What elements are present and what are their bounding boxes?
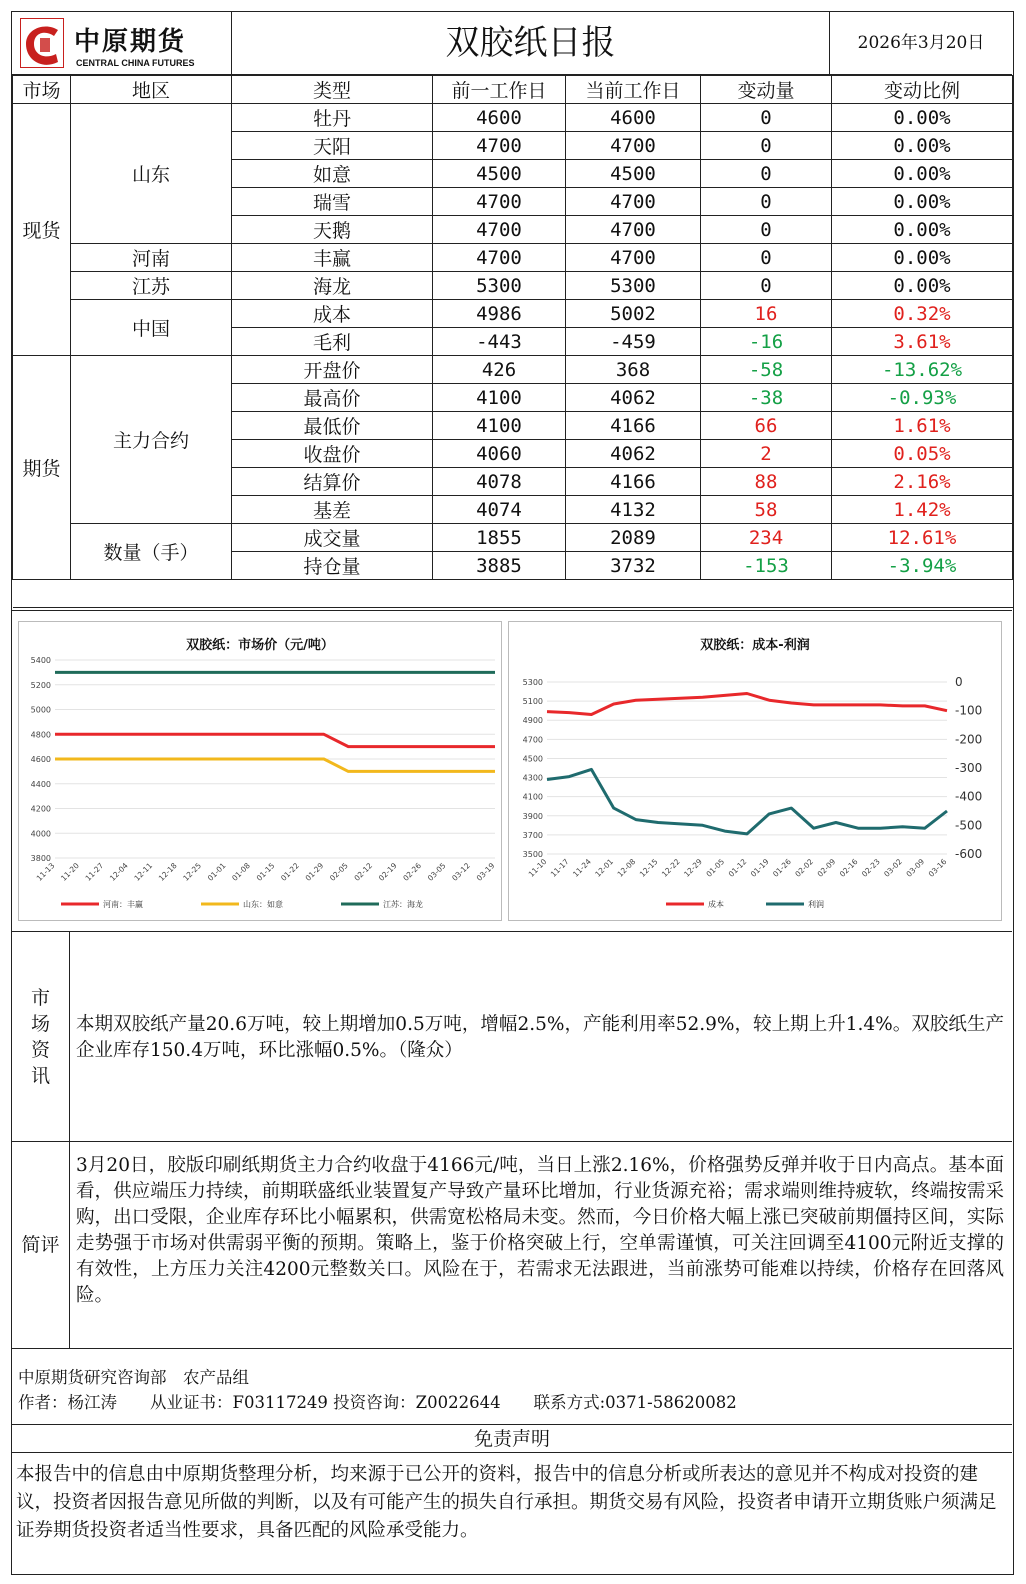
pct-cell: 0.00% <box>832 188 1013 216</box>
charts-area <box>12 610 1012 932</box>
x-tick-label: 03-02 <box>882 857 904 879</box>
x-tick-label: 01-01 <box>205 861 228 883</box>
legend-label: 江苏：海龙 <box>383 900 423 909</box>
x-tick-label: 02-19 <box>376 861 399 883</box>
prev-cell: 4600 <box>433 104 566 132</box>
blank-cell <box>13 580 1013 608</box>
chg-cell: 0 <box>701 188 832 216</box>
chg-cell: 66 <box>701 412 832 440</box>
pct-cell: 12.61% <box>832 524 1013 552</box>
market-info-section <box>12 932 1012 1142</box>
type-cell: 最高价 <box>232 384 433 412</box>
logo-text-en: CENTRAL CHINA FUTURES <box>76 58 195 68</box>
curr-cell: 5002 <box>566 300 701 328</box>
y-tick-label: 5000 <box>30 705 51 715</box>
y2-tick-label: -600 <box>955 847 983 861</box>
curr-cell: 4062 <box>566 384 701 412</box>
prev-cell: 4700 <box>433 244 566 272</box>
chg-cell: 58 <box>701 496 832 524</box>
prev-cell: 1855 <box>433 524 566 552</box>
market-info-text: 本期双胶纸产量20.6万吨，较上期增加0.5万吨，增幅2.5%，产能利用率52.9%，较上期上升1.4%。双胶纸生产企业库存150.4万吨，环比涨幅0.5%。（隆众） <box>76 1014 1004 1061</box>
pct-cell: 0.00% <box>832 216 1013 244</box>
x-tick-label: 11-13 <box>34 861 57 883</box>
series-line <box>547 769 947 834</box>
col-header: 地区 <box>71 76 232 104</box>
legend-label: 利润 <box>808 900 824 909</box>
y2-tick-label: 0 <box>955 675 963 689</box>
x-tick-label: 03-05 <box>425 861 448 883</box>
chg-cell: 0 <box>701 216 832 244</box>
type-cell: 基差 <box>232 496 433 524</box>
x-tick-label: 12-25 <box>181 861 204 883</box>
chart-title: 双胶纸：成本-利润 <box>700 638 810 653</box>
logo <box>12 12 232 75</box>
y-tick-label: 4000 <box>30 829 51 839</box>
market-cell: 现货 <box>13 104 71 356</box>
x-tick-label: 11-10 <box>526 857 549 879</box>
y-tick-label: 4700 <box>522 735 543 745</box>
x-tick-label: 12-15 <box>637 857 660 879</box>
report-date: 2026年3月20日 <box>857 33 985 53</box>
pct-cell: 0.00% <box>832 272 1013 300</box>
type-cell: 毛利 <box>232 328 433 356</box>
curr-cell: 4700 <box>566 188 701 216</box>
comment-label: 简评 <box>12 1142 70 1348</box>
curr-cell: 4700 <box>566 216 701 244</box>
y-tick-label: 5100 <box>522 697 543 707</box>
table-row <box>13 524 1013 552</box>
logo-text-cn: 中原期货 <box>74 27 187 57</box>
x-tick-label: 12-22 <box>659 857 682 879</box>
chg-cell: -58 <box>701 356 832 384</box>
pct-cell: 0.00% <box>832 160 1013 188</box>
x-tick-label: 11-27 <box>83 861 106 883</box>
x-tick-label: 12-18 <box>156 861 179 883</box>
curr-cell: 4166 <box>566 468 701 496</box>
y-tick-label: 4200 <box>30 804 51 814</box>
price-table <box>12 75 1013 608</box>
type-cell: 结算价 <box>232 468 433 496</box>
type-cell: 丰赢 <box>232 244 433 272</box>
y-tick-label: 4900 <box>522 716 543 726</box>
col-header: 前一工作日 <box>433 76 566 104</box>
x-tick-label: 01-15 <box>254 861 277 883</box>
chg-cell: 16 <box>701 300 832 328</box>
prev-cell: 426 <box>433 356 566 384</box>
curr-cell: 4132 <box>566 496 701 524</box>
pct-cell: 0.32% <box>832 300 1013 328</box>
y-tick-label: 5400 <box>30 656 51 665</box>
region-cell: 主力合约 <box>71 356 232 524</box>
pct-cell: 1.42% <box>832 496 1013 524</box>
pct-cell: 0.00% <box>832 244 1013 272</box>
type-cell: 如意 <box>232 160 433 188</box>
type-cell: 持仓量 <box>232 552 433 580</box>
y2-tick-label: -300 <box>955 761 983 775</box>
prev-cell: 4074 <box>433 496 566 524</box>
y-tick-label: 4800 <box>30 730 51 740</box>
pct-cell: -13.62% <box>832 356 1013 384</box>
x-tick-label: 02-16 <box>837 857 860 879</box>
table-blank-row <box>13 580 1013 608</box>
y-tick-label: 4400 <box>30 779 51 789</box>
x-tick-label: 03-09 <box>904 857 927 879</box>
y-tick-label: 4300 <box>522 773 543 783</box>
prev-cell: -443 <box>433 328 566 356</box>
prev-cell: 4700 <box>433 188 566 216</box>
x-tick-label: 01-29 <box>303 861 326 883</box>
curr-cell: -459 <box>566 328 701 356</box>
prev-cell: 4700 <box>433 132 566 160</box>
type-cell: 成本 <box>232 300 433 328</box>
disclaimer-text: 本报告中的信息由中原期货整理分析，均来源于已公开的资料，报告中的信息分析或所表达的意见并不构成对投资的建议，投资者因报告意见所做的判断，以及有可能产生的损失自行承担。期货交易有风险，投资者申请开立期货账户须满足证券期货投资者适当性要求，具备匹配的风险承受能力。 <box>16 1464 997 1541</box>
x-tick-label: 11-17 <box>548 857 571 879</box>
y-tick-label: 4600 <box>30 755 51 764</box>
type-cell: 瑞雪 <box>232 188 433 216</box>
prev-cell: 4700 <box>433 216 566 244</box>
y-tick-label: 4100 <box>522 792 543 802</box>
chg-cell: 0 <box>701 104 832 132</box>
x-tick-label: 02-26 <box>401 861 424 883</box>
market-cell: 期货 <box>13 356 71 580</box>
cost-profit-chart-svg <box>509 622 1003 922</box>
type-cell: 海龙 <box>232 272 433 300</box>
type-cell: 最低价 <box>232 412 433 440</box>
comment-text: 3月20日，胶版印刷纸期货主力合约收盘于4166元/吨，当日上涨2.16%，价格强势反弹并收于日内高点。基本面看，供应端压力持续，前期联盛纸业装置复产导致产量环比增加，行业货源充裕；需求端则维持疲软，终端按需采购，出口受限，企业库存环比小幅累积，供需宽松格局未变。然而，今日价格大幅上涨已突破前期僵持区间，实际走势强于市场对供需弱平衡的预期。策略上，鉴于价格突破上行，空单需谨慎，可关注回调至4100元附近支撑的有效性，上方压力关注4200元整数关口。风险在于，若需求无法跟进，当前涨势可能难以持续，价格存在回落风险。 <box>76 1155 1004 1306</box>
curr-cell: 4700 <box>566 132 701 160</box>
prev-cell: 4500 <box>433 160 566 188</box>
x-tick-label: 02-23 <box>859 857 882 879</box>
x-tick-label: 03-12 <box>450 861 472 883</box>
pct-cell: 0.00% <box>832 104 1013 132</box>
table-row <box>13 300 1013 328</box>
type-cell: 成交量 <box>232 524 433 552</box>
type-cell: 开盘价 <box>232 356 433 384</box>
y2-tick-label: -500 <box>955 818 983 833</box>
y-tick-label: 5200 <box>30 680 51 690</box>
chg-cell: 0 <box>701 160 832 188</box>
pct-cell: 0.00% <box>832 132 1013 160</box>
company-logo-icon <box>20 18 64 68</box>
table-row <box>13 272 1013 300</box>
col-header: 变动量 <box>701 76 832 104</box>
legend-label: 成本 <box>708 900 724 909</box>
pct-cell: 2.16% <box>832 468 1013 496</box>
x-tick-label: 11-20 <box>59 861 81 883</box>
curr-cell: 368 <box>566 356 701 384</box>
col-header: 变动比例 <box>832 76 1013 104</box>
x-tick-label: 12-29 <box>682 857 704 879</box>
x-tick-label: 03-19 <box>474 861 497 883</box>
col-header: 类型 <box>232 76 433 104</box>
chg-cell: -38 <box>701 384 832 412</box>
table-header-row <box>13 76 1013 104</box>
prev-cell: 4986 <box>433 300 566 328</box>
disclaimer-title: 免责声明 <box>12 1425 1012 1453</box>
x-tick-label: 01-19 <box>748 857 771 879</box>
y2-tick-label: -400 <box>955 789 983 804</box>
x-tick-label: 01-22 <box>279 861 301 883</box>
prev-cell: 5300 <box>433 272 566 300</box>
region-cell: 数量（手） <box>71 524 232 580</box>
x-tick-label: 01-12 <box>726 857 749 879</box>
curr-cell: 2089 <box>566 524 701 552</box>
chg-cell: 0 <box>701 132 832 160</box>
x-tick-label: 02-12 <box>352 861 375 883</box>
y-tick-label: 5300 <box>522 678 543 687</box>
x-tick-label: 11-24 <box>571 857 593 879</box>
chg-cell: 88 <box>701 468 832 496</box>
type-cell: 牡丹 <box>232 104 433 132</box>
region-cell: 江苏 <box>71 272 232 300</box>
pct-cell: 0.05% <box>832 440 1013 468</box>
table-row <box>13 356 1013 384</box>
y2-tick-label: -200 <box>955 732 983 747</box>
y-tick-label: 3700 <box>522 830 543 840</box>
region-cell: 河南 <box>71 244 232 272</box>
curr-cell: 4600 <box>566 104 701 132</box>
pct-cell: 3.61% <box>832 328 1013 356</box>
author-line: 作者：杨江涛 从业证书：F03117249 投资咨询：Z0022644 联系方式:0371-58620082 <box>18 1393 737 1412</box>
y-tick-label: 4500 <box>522 754 543 764</box>
chg-cell: 2 <box>701 440 832 468</box>
prev-cell: 4060 <box>433 440 566 468</box>
comment-section <box>12 1142 1012 1349</box>
x-tick-label: 12-04 <box>107 861 130 883</box>
x-tick-label: 12-08 <box>615 857 638 879</box>
x-tick-label: 01-08 <box>230 861 252 883</box>
curr-cell: 3732 <box>566 552 701 580</box>
x-tick-label: 12-01 <box>593 857 616 879</box>
x-tick-label: 01-26 <box>771 857 793 879</box>
y-tick-label: 3500 <box>522 850 543 859</box>
legend-label: 山东：如意 <box>243 900 283 909</box>
cost-profit-chart <box>508 621 1002 921</box>
curr-cell: 5300 <box>566 272 701 300</box>
pct-cell: 1.61% <box>832 412 1013 440</box>
x-tick-label: 12-11 <box>132 861 155 883</box>
pct-cell: -0.93% <box>832 384 1013 412</box>
y2-tick-label: -100 <box>955 703 983 718</box>
chg-cell: 0 <box>701 272 832 300</box>
x-tick-label: 01-05 <box>704 857 727 879</box>
series-line <box>55 759 495 771</box>
x-tick-label: 02-02 <box>793 857 816 879</box>
chg-cell: -153 <box>701 552 832 580</box>
legend-label: 河南：丰赢 <box>103 900 143 909</box>
market-price-chart <box>18 621 502 921</box>
report-page <box>11 11 1014 1575</box>
chg-cell: -16 <box>701 328 832 356</box>
x-tick-label: 03-16 <box>926 857 949 879</box>
table-row <box>13 244 1013 272</box>
chg-cell: 234 <box>701 524 832 552</box>
y-tick-label: 3900 <box>522 811 543 821</box>
prev-cell: 4100 <box>433 412 566 440</box>
series-line <box>547 694 947 715</box>
curr-cell: 4500 <box>566 160 701 188</box>
market-price-chart-svg <box>19 622 503 922</box>
curr-cell: 4700 <box>566 244 701 272</box>
type-cell: 天阳 <box>232 132 433 160</box>
table-row <box>13 104 1013 132</box>
col-header: 市场 <box>13 76 71 104</box>
type-cell: 天鹅 <box>232 216 433 244</box>
market-info-label: 市场资讯 <box>12 932 70 1141</box>
region-cell: 中国 <box>71 300 232 356</box>
region-cell: 山东 <box>71 104 232 244</box>
pct-cell: -3.94% <box>832 552 1013 580</box>
x-tick-label: 02-05 <box>327 861 350 883</box>
prev-cell: 4100 <box>433 384 566 412</box>
type-cell: 收盘价 <box>232 440 433 468</box>
curr-cell: 4062 <box>566 440 701 468</box>
y-tick-label: 3800 <box>30 854 51 863</box>
prev-cell: 4078 <box>433 468 566 496</box>
prev-cell: 3885 <box>433 552 566 580</box>
series-line <box>55 734 495 746</box>
chg-cell: 0 <box>701 244 832 272</box>
dept-line: 中原期货研究咨询部 农产品组 <box>18 1368 249 1387</box>
report-header <box>12 12 1012 75</box>
col-header: 当前工作日 <box>566 76 701 104</box>
curr-cell: 4166 <box>566 412 701 440</box>
chart-title: 双胶纸：市场价（元/吨） <box>186 638 334 653</box>
x-tick-label: 02-09 <box>815 857 838 879</box>
report-title: 双胶纸日报 <box>232 12 830 75</box>
